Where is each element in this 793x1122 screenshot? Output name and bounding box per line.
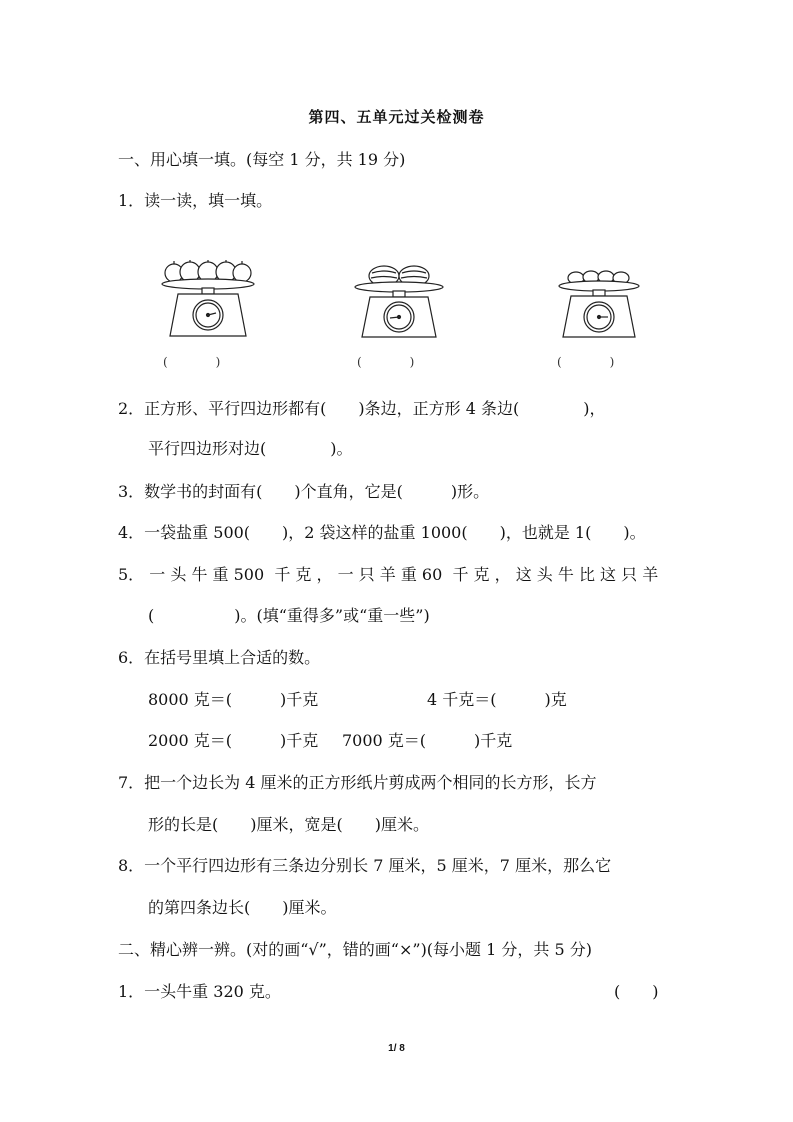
question-7-line-2: 形的长是( )厘米，宽是( )厘米。	[148, 815, 429, 834]
question-8-line-2: 的第四条边长( )厘米。	[148, 898, 337, 917]
question-5-line-1: 5． 一 头 牛 重 500 千 克 ， 一 只 羊 重 60 千 克 ， 这 头 牛 比 这 只 羊	[118, 565, 659, 584]
question-7-line-1: 7．把一个边长为 4 厘米的正方形纸片剪成两个相同的长方形，长方	[118, 773, 597, 792]
question-8-line-1: 8．一个平行四边形有三条边分别长 7 厘米，5 厘米，7 厘米，那么它	[118, 856, 612, 875]
page-title: 第四、五单元过关检测卷	[308, 108, 485, 126]
scale-apples-answer-blank[interactable]: ( )	[163, 355, 221, 369]
section2-heading: 二、精心辨一辨。(对的画“√”，错的画“×”)(每小题 1 分，共 5 分)	[118, 940, 592, 959]
scale-apples-illustration	[160, 260, 256, 340]
question-6-item-b: 4 千克＝( )克	[427, 690, 567, 709]
question-4: 4．一袋盐重 500( )，2 袋这样的盐重 1000( )，也就是 1( )。	[118, 523, 646, 542]
question-3: 3．数学书的封面有( )个直角，它是( )形。	[118, 482, 490, 501]
section1-heading: 一、用心填一填。(每空 1 分，共 19 分)	[118, 150, 406, 169]
question-6-item-d: 7000 克＝( )千克	[342, 731, 513, 750]
scale-watermelons-answer-blank[interactable]: ( )	[357, 355, 415, 369]
question-2-line-1: 2．正方形、平行四边形都有( )条边，正方形 4 条边( )，	[118, 399, 606, 418]
question-6: 6．在括号里填上合适的数。	[118, 648, 321, 667]
scale-watermelons-illustration	[354, 265, 444, 340]
question-2-line-2: 平行四边形对边( )。	[148, 439, 353, 458]
section2-question-1-answer-blank[interactable]: ( )	[614, 982, 659, 1001]
scale-eggs-answer-blank[interactable]: ( )	[557, 355, 615, 369]
question-6-item-a: 8000 克＝( )千克	[148, 690, 319, 709]
question-5-line-2: ( )。(填“重得多”或“重一些”)	[148, 606, 430, 625]
question-1: 1．读一读，填一填。	[118, 191, 273, 210]
page-number: 1/ 8	[388, 1043, 405, 1054]
scale-eggs-illustration	[556, 268, 642, 340]
question-6-item-c: 2000 克＝( )千克	[148, 731, 319, 750]
section2-question-1: 1．一头牛重 320 克。	[118, 982, 281, 1001]
